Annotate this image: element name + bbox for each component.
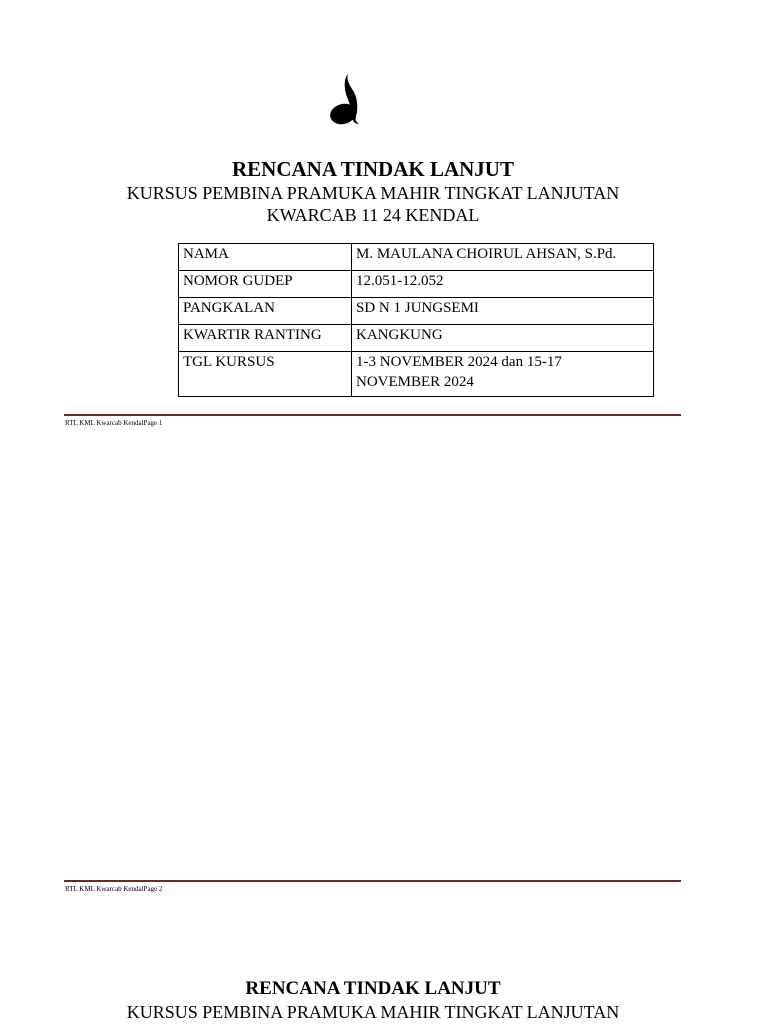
- page1-title: RENCANA TINDAK LANJUT: [232, 157, 514, 181]
- table-value-tgl: 1-3 NOVEMBER 2024 dan 15-17 NOVEMBER 2024: [352, 352, 654, 397]
- page1-footer-rule: [64, 414, 681, 416]
- page1-subtitle-branch: KWARCAB 11 24 KENDAL: [266, 205, 480, 225]
- table-row: [179, 298, 654, 325]
- page3-subtitle-course: KURSUS PEMBINA PRAMUKA MAHIR TINGKAT LANJUTAN: [126, 1002, 620, 1022]
- table-label-gudep: NOMOR GUDEP: [179, 271, 352, 298]
- table-label-tgl: TGL KURSUS: [179, 352, 352, 397]
- table-label-kwartir: KWARTIR RANTING: [179, 325, 352, 352]
- table-value-gudep: 12.051-12.052: [352, 271, 654, 298]
- page2-footer-rule: [64, 880, 681, 882]
- table-label-pangkalan: PANGKALAN: [179, 298, 352, 325]
- table-value-nama: M. MAULANA CHOIRUL AHSAN, S.Pd.: [352, 244, 654, 271]
- page1-heading: [0, 156, 746, 226]
- page2-footer-text: RTL KML Kwarcab KendalPage 2: [65, 885, 163, 893]
- table-row: [179, 244, 654, 271]
- table-value-kwartir: KANGKUNG: [352, 325, 654, 352]
- page1-footer-text: RTL KML Kwarcab KendalPage 1: [65, 419, 163, 427]
- table-label-nama: NAMA: [179, 244, 352, 271]
- page1-subtitle-course: KURSUS PEMBINA PRAMUKA MAHIR TINGKAT LANJUTAN: [126, 183, 620, 203]
- table-value-pangkalan: SD N 1 JUNGSEMI: [352, 298, 654, 325]
- table-row: [179, 352, 654, 397]
- page3-heading: [0, 977, 746, 1023]
- table-row: [179, 271, 654, 298]
- participant-info-table: [178, 243, 654, 397]
- page3-title: RENCANA TINDAK LANJUT: [245, 978, 501, 999]
- scout-logo-icon: [326, 70, 366, 126]
- table-row: [179, 325, 654, 352]
